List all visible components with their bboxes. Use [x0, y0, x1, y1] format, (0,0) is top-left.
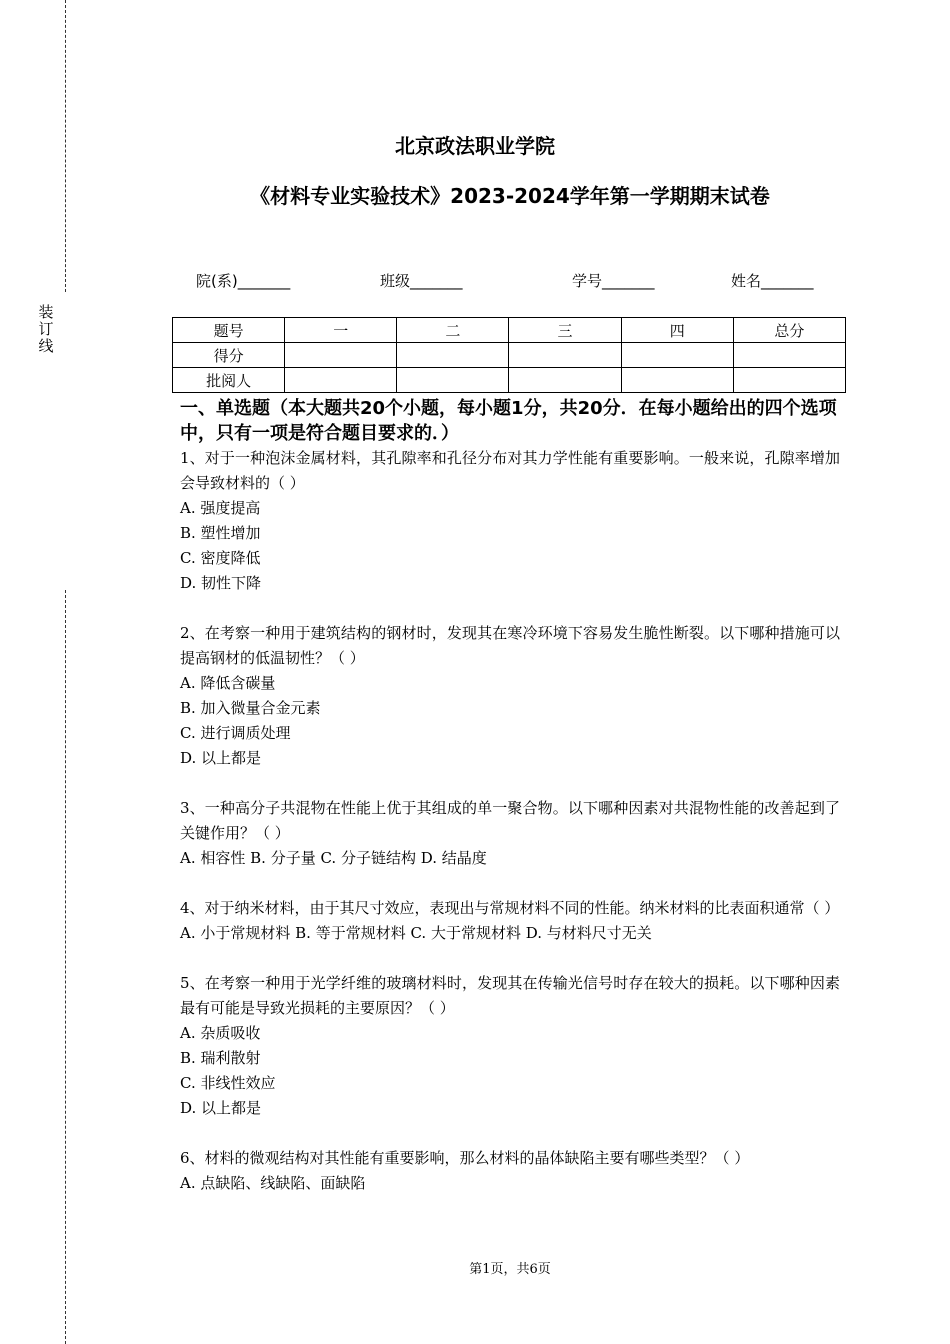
- school-name: 北京政法职业学院: [395, 134, 555, 158]
- table-cell: 总分: [733, 318, 845, 343]
- question: [180, 971, 840, 1121]
- score-input-cell[interactable]: [733, 343, 845, 368]
- student-id-field: 学号_______: [572, 272, 655, 290]
- grader-input-cell[interactable]: [509, 368, 621, 393]
- option: D. 韧性下降: [180, 574, 262, 592]
- question: [180, 796, 840, 871]
- table-cell: 三: [509, 318, 621, 343]
- table-cell: 四: [621, 318, 733, 343]
- college-field: 院(系)_______: [196, 272, 291, 290]
- grader-input-cell[interactable]: [621, 368, 733, 393]
- option: D. 以上都是: [180, 749, 262, 767]
- option: B. 塑性增加: [180, 524, 261, 542]
- exam-content: [180, 396, 840, 1221]
- grader-row: [173, 368, 846, 393]
- score-input-cell[interactable]: [509, 343, 621, 368]
- option: C. 进行调质处理: [180, 724, 291, 742]
- section-title: 一、单选题（本大题共20个小题，每小题1分，共20分．在每小题给出的四个选项中，只有一项是符合题目要求的．）: [180, 398, 837, 444]
- option: A. 点缺陷、线缺陷、面缺陷: [180, 1174, 366, 1192]
- option: C. 密度降低: [180, 549, 261, 567]
- question-stem: 4、对于纳米材料，由于其尺寸效应，表现出与常规材料不同的性能。纳米材料的比表面积通常（ ）: [180, 899, 840, 917]
- exam-title: 《材料专业实验技术》2023-2024学年第一学期期末试卷: [250, 184, 770, 208]
- option: A. 强度提高: [180, 499, 261, 517]
- question: [180, 1146, 840, 1196]
- option: A. 杂质吸收: [180, 1024, 261, 1042]
- question-stem: 3、一种高分子共混物在性能上优于其组成的单一聚合物。以下哪种因素对共混物性能的改善起到了关键作用？（ ）: [180, 799, 840, 842]
- score-row: [173, 343, 846, 368]
- option: D. 以上都是: [180, 1099, 262, 1117]
- question: [180, 446, 840, 596]
- page-footer: 第1页，共6页: [469, 1262, 551, 1277]
- question: [180, 621, 840, 771]
- option: A. 小于常规材料 B. 等于常规材料 C. 大于常规材料 D. 与材料尺寸无关: [180, 924, 652, 942]
- option: B. 加入微量合金元素: [180, 699, 321, 717]
- name-field: 姓名_______: [731, 272, 814, 290]
- score-table: [172, 317, 846, 393]
- score-table-header-row: [173, 318, 846, 343]
- table-cell: 题号: [173, 318, 285, 343]
- option: B. 瑞利散射: [180, 1049, 261, 1067]
- binding-line-label: 装订线: [38, 303, 54, 355]
- grader-input-cell[interactable]: [397, 368, 509, 393]
- question-stem: 6、材料的微观结构对其性能有重要影响，那么材料的晶体缺陷主要有哪些类型？（ ）: [180, 1149, 750, 1167]
- question-stem: 5、在考察一种用于光学纤维的玻璃材料时，发现其在传输光信号时存在较大的损耗。以下哪种因素最有可能是导致光损耗的主要原因？（ ）: [180, 974, 840, 1017]
- option: A. 降低含碳量: [180, 674, 276, 692]
- class-field: 班级_______: [380, 272, 463, 290]
- grader-input-cell[interactable]: [733, 368, 845, 393]
- grader-input-cell[interactable]: [285, 368, 397, 393]
- option: A. 相容性 B. 分子量 C. 分子链结构 D. 结晶度: [180, 849, 487, 867]
- table-cell: 一: [285, 318, 397, 343]
- binding-dashed-line-bottom: [65, 590, 66, 1344]
- option: C. 非线性效应: [180, 1074, 276, 1092]
- question-stem: 1、对于一种泡沫金属材料，其孔隙率和孔径分布对其力学性能有重要影响。一般来说，孔隙率增加会导致材料的（ ）: [180, 449, 840, 492]
- question: [180, 896, 840, 946]
- score-input-cell[interactable]: [397, 343, 509, 368]
- table-cell: 二: [397, 318, 509, 343]
- question-stem: 2、在考察一种用于建筑结构的钢材时，发现其在寒冷环境下容易发生脆性断裂。以下哪种措施可以提高钢材的低温韧性？（ ）: [180, 624, 840, 667]
- table-cell: 得分: [173, 343, 285, 368]
- score-input-cell[interactable]: [621, 343, 733, 368]
- score-input-cell[interactable]: [285, 343, 397, 368]
- table-cell: 批阅人: [173, 368, 285, 393]
